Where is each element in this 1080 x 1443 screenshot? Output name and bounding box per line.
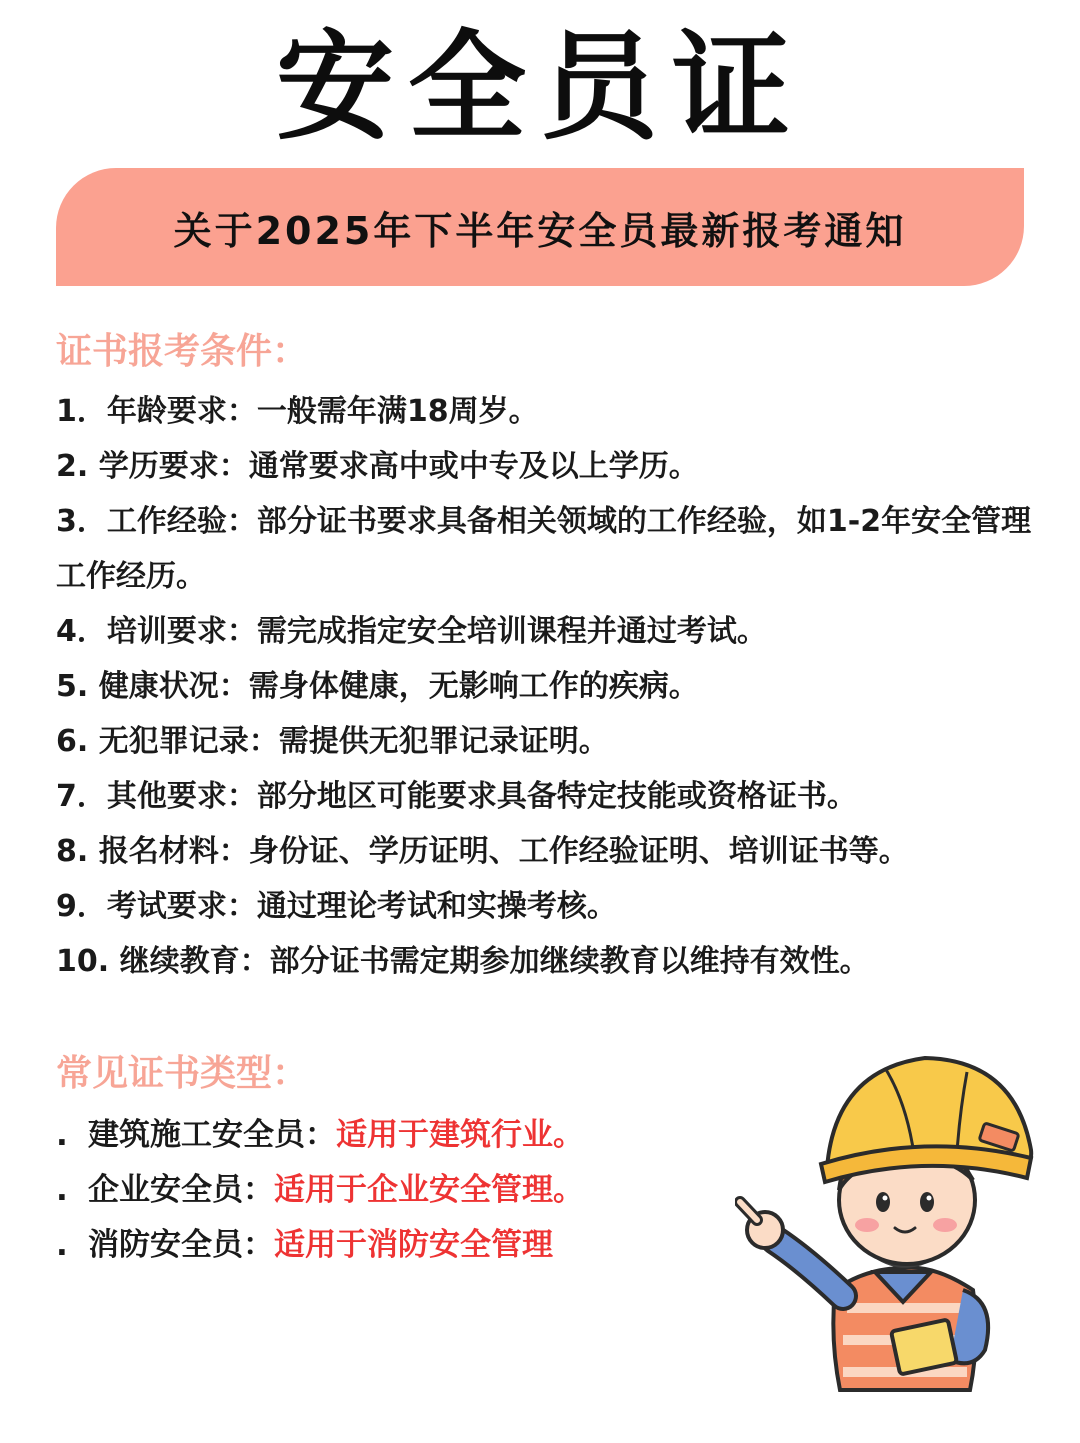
notice-banner-text: 关于2025年下半年安全员最新报考通知 <box>173 208 907 253</box>
cert-type-name: 消防安全员： <box>88 1227 274 1263</box>
list-item: 6. 无犯罪记录：需提供无犯罪记录证明。 <box>56 724 609 759</box>
list-item: 4．培训要求：需完成指定安全培训课程并通过考试。 <box>56 614 767 649</box>
list-item: 10. 继续教育：部分证书需定期参加继续教育以维持有效性。 <box>56 944 870 979</box>
list-item: 3．工作经验：部分证书要求具备相关领域的工作经验，如1-2年安全管理工作经历。 <box>56 504 1032 594</box>
list-item: 7．其他要求：部分地区可能要求具备特定技能或资格证书。 <box>56 779 857 814</box>
list-item: 9．考试要求：通过理论考试和实操考核。 <box>56 889 617 924</box>
bullet: . <box>56 1227 68 1263</box>
list-item <box>56 1218 584 1273</box>
bullet: . <box>56 1172 68 1208</box>
notice-banner <box>56 168 1024 286</box>
cert-type-name: 建筑施工安全员： <box>88 1117 336 1153</box>
list-item <box>56 1108 584 1163</box>
conditions-heading: 证书报考条件： <box>56 331 309 372</box>
list-item: 2. 学历要求：通常要求高中或中专及以上学历。 <box>56 449 699 484</box>
page-title: 安全员证 <box>275 18 804 156</box>
list-item: 1．年龄要求：一般需年满18周岁。 <box>56 394 539 429</box>
cert-types-list <box>56 1108 584 1273</box>
cert-type-desc: 适用于企业安全管理。 <box>274 1172 584 1208</box>
safety-worker-pointing-icon <box>735 1040 1055 1400</box>
bullet: . <box>56 1117 68 1153</box>
list-item: 8. 报名材料：身份证、学历证明、工作经验证明、培训证书等。 <box>56 834 909 869</box>
list-item <box>56 1163 584 1218</box>
types-heading: 常见证书类型： <box>56 1053 309 1094</box>
cert-type-desc: 适用于消防安全管理 <box>274 1227 553 1263</box>
conditions-list <box>56 384 1056 989</box>
cert-type-desc: 适用于建筑行业。 <box>336 1117 584 1153</box>
cert-type-name: 企业安全员： <box>88 1172 274 1208</box>
list-item: 5. 健康状况：需身体健康，无影响工作的疾病。 <box>56 669 699 704</box>
